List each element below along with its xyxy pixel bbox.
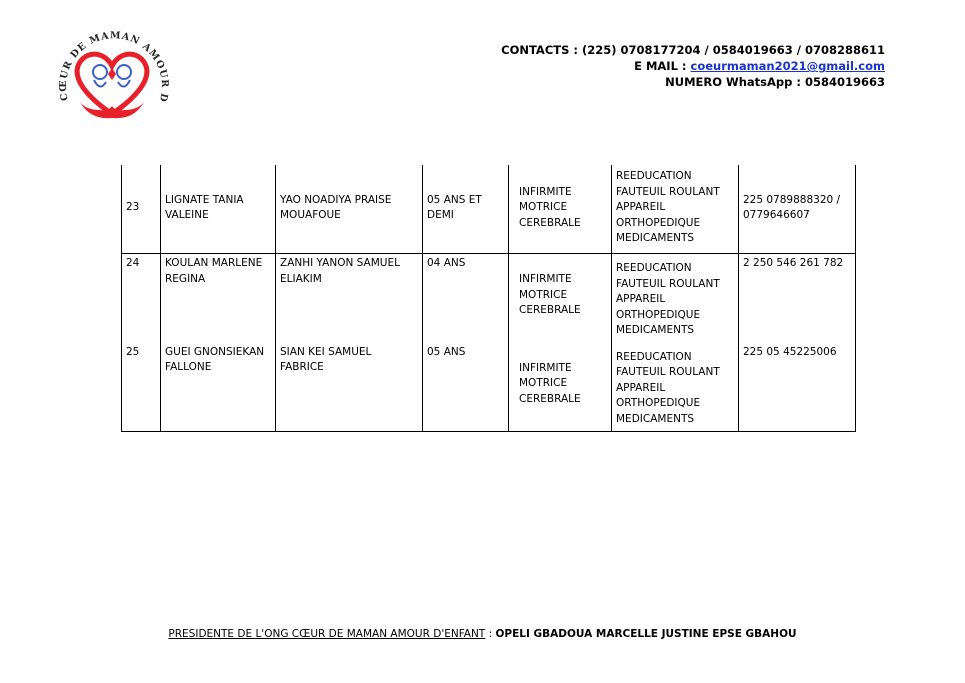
needs-line: FAUTEUIL ROULANT <box>616 277 720 290</box>
phone-line: 0779646607 <box>743 209 810 221</box>
pathology-line: MOTRICE <box>519 288 568 301</box>
needs-line: REEDUCATION <box>616 262 692 274</box>
table-row <box>122 254 856 343</box>
parent-name-line: ZANHI YANON SAMUEL <box>280 257 400 269</box>
needs-line: APPAREIL <box>616 293 666 305</box>
needs-line: APPAREIL <box>616 381 666 394</box>
age-cell <box>423 254 509 343</box>
pathology-line: MOTRICE <box>519 377 568 389</box>
needs-line: APPAREIL <box>616 201 666 214</box>
child-name-line: FALLONE <box>165 361 212 373</box>
needs-line: MEDICAMENTS <box>616 232 695 245</box>
pathology-line: MOTRICE <box>519 201 568 214</box>
pathology-line: CEREBRALE <box>519 392 581 405</box>
pathology-line: CEREBRALE <box>519 216 581 229</box>
table-row <box>122 343 856 432</box>
contact-phones: CONTACTS : (225) 0708177204 / 0584019663 / 0708288611 <box>501 43 885 57</box>
child-name-cell <box>161 254 276 343</box>
pathology-line: INFIRMITE <box>519 185 572 198</box>
child-name-cell <box>161 165 276 254</box>
footer-president-name: OPELI GBADOUA MARCELLE JUSTINE EPSE GBAHOU <box>495 628 797 640</box>
needs-line: MEDICAMENTS <box>616 412 695 425</box>
age-line: 05 ANS <box>427 345 466 358</box>
footer-signature <box>0 628 965 640</box>
table-row <box>122 165 856 254</box>
needs-line: ORTHOPEDIQUE <box>616 308 701 321</box>
pathology-line: INFIRMITE <box>519 273 572 285</box>
child-name-line: GUEI GNONSIEKAN <box>165 345 265 358</box>
pathology-cell <box>509 165 612 254</box>
phone-line: 2 250 546 261 782 <box>743 257 844 269</box>
age-line: 04 ANS <box>427 257 466 269</box>
logo-arc-text: CŒUR DE MAMAN AMOUR D <box>57 30 171 104</box>
row-number-cell: 24 <box>122 254 161 343</box>
parent-name-cell <box>276 254 423 343</box>
parent-name-cell <box>276 343 423 432</box>
needs-cell <box>612 343 739 432</box>
pathology-cell <box>509 254 612 343</box>
pathology-cell <box>509 343 612 432</box>
age-cell <box>423 165 509 254</box>
needs-line: MEDICAMENTS <box>616 324 695 336</box>
needs-line: REEDUCATION <box>616 350 692 363</box>
needs-line: ORTHOPEDIQUE <box>616 397 701 409</box>
phone-cell <box>739 165 856 254</box>
children-records-table <box>121 165 856 432</box>
parent-name-line: SIAN KEI SAMUEL FABRICE <box>280 345 372 373</box>
row-number-cell: 25 <box>122 343 161 432</box>
needs-line: FAUTEUIL ROULANT <box>616 366 720 378</box>
child-name-cell <box>161 343 276 432</box>
child-name-line: LIGNATE TANIA <box>165 193 244 206</box>
age-line: DEMI <box>427 209 454 221</box>
child-name-line: KOULAN MARLENE <box>165 257 263 269</box>
age-cell <box>423 343 509 432</box>
parent-name-line: MOUAFOUE <box>280 209 341 221</box>
needs-cell <box>612 165 739 254</box>
organization-logo <box>50 22 175 127</box>
row-number-cell: 23 <box>122 165 161 254</box>
phone-cell <box>739 254 856 343</box>
email-label: E MAIL : <box>634 59 691 73</box>
needs-cell <box>612 254 739 343</box>
needs-line: ORTHOPEDIQUE <box>616 216 701 229</box>
contact-email-line <box>501 58 885 74</box>
contact-whatsapp: NUMERO WhatsApp : 0584019663 <box>665 75 885 89</box>
email-link[interactable]: coeurmaman2021@gmail.com <box>690 59 885 73</box>
phone-cell <box>739 343 856 432</box>
child-name-line: VALEINE <box>165 209 209 221</box>
age-line: 05 ANS ET <box>427 193 482 206</box>
needs-line: REEDUCATION <box>616 170 692 183</box>
needs-line: FAUTEUIL ROULANT <box>616 185 720 198</box>
footer-label: PRESIDENTE DE L'ONG CŒUR DE MAMAN AMOUR D'ENFANT <box>168 628 486 640</box>
child-name-line: REGINA <box>165 272 206 285</box>
phone-line: 225 05 45225006 <box>743 345 837 358</box>
pathology-line: CEREBRALE <box>519 304 581 316</box>
parent-name-cell <box>276 165 423 254</box>
phone-line: 225 0789888320 / <box>743 193 841 206</box>
footer-separator: : <box>485 628 496 640</box>
parent-name-line: ELIAKIM <box>280 272 322 285</box>
parent-name-line: YAO NOADIYA PRAISE <box>280 193 392 206</box>
contact-block <box>501 42 885 90</box>
pathology-line: INFIRMITE <box>519 361 572 374</box>
